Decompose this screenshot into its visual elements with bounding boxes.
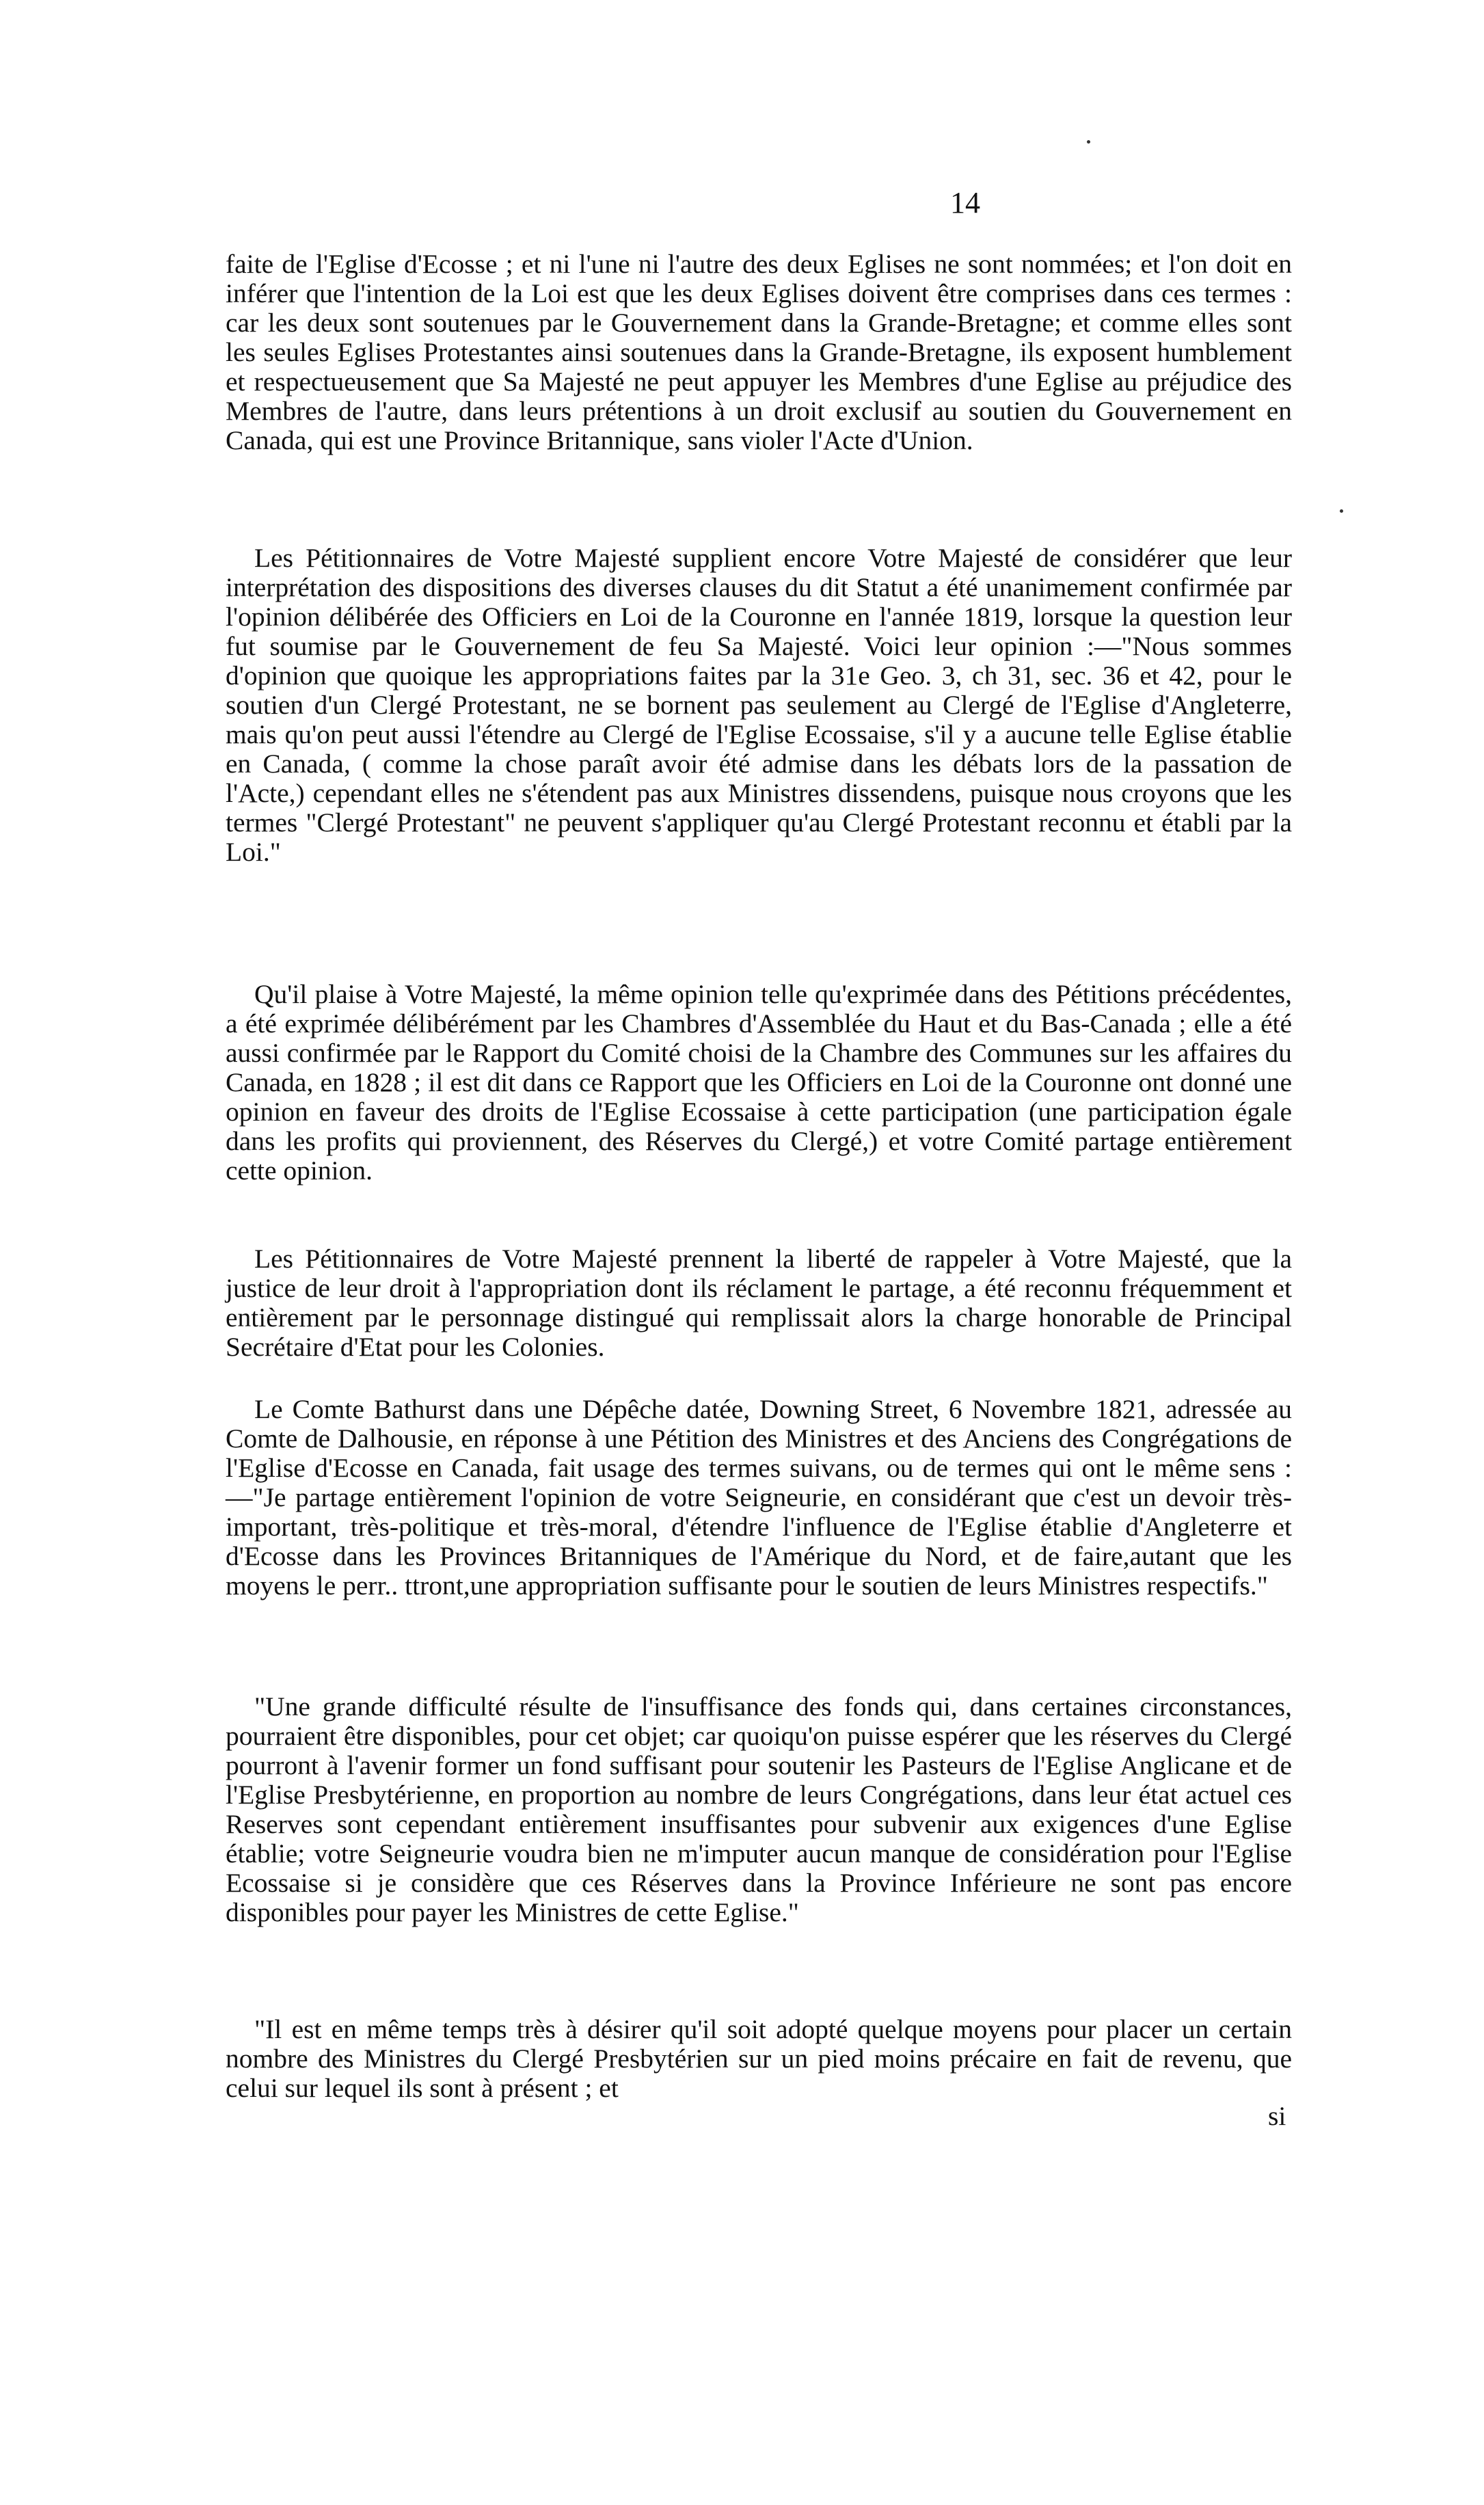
catchword: si [1268,2101,1286,2131]
page-number: 14 [950,186,980,219]
paragraph-6: "Une grande difficulté résulte de l'insuffisance des fonds qui, dans certaines circonstances, pourraient être disponibles, pour cet objet; car quoiqu'on puisse espérer que les réserves du Clergé pourront à l'avenir former un fond suffisant pour soutenir les Pasteurs de l'Eglise Anglicane et de l'Eglise Presbytérienne, en proportion au nombre de leurs Congrégations, dans leur état actuel ces Reserves sont cependant entièrement insuffisantes pour subvenir aux exigences d'une Eglise établie; votre Seigneurie voudra bien ne m'imputer aucun manque de considération pour l'Eglise Ecossaise si je considère que ces Réserves dans la Province Inférieure ne sont pas encore disponibles pour payer les Ministres de cette Eglise." [226,1691,1292,1927]
paragraph-1: faite de l'Eglise d'Ecosse ; et ni l'une ni l'autre des deux Eglises ne sont nommées; et l'on doit en inférer que l'intention de la Loi est que les deux Eglises doivent être comprises dans ces termes : car les deux sont soutenues par le Gouvernement dans la Grande-Bretagne; et comme elles sont les seules Eglises Protestantes ainsi soutenues dans la Grande-Bretagne, ils exposent humblement et respectueusement que Sa Majesté ne peut appuyer les Membres d'une Eglise au préjudice des Membres de l'autre, dans leurs prétentions à un droit exclusif au soutien du Gouvernement en Canada, qui est une Province Britannique, sans violer l'Acte d'Union. [226,249,1292,455]
paragraph-7: "Il est en même temps très à désirer qu'il soit adopté quelque moyens pour placer un certain nombre des Ministres du Clergé Presbytérien sur un pied moins précaire en fait de revenu, que celui sur lequel ils sont à présent ; et [226,2014,1292,2103]
paper-speck [1340,509,1343,513]
paper-speck [1087,140,1090,144]
paragraph-2: Les Pétitionnaires de Votre Majesté supplient encore Votre Majesté de considérer que leur interprétation des dispositions des diverses clauses du dit Statut a été unanimement confirmée par l'opinion délibérée des Officiers en Loi de la Couronne en l'année 1819, lorsque la question leur fut soumise par le Gouvernement de feu Sa Majesté. Voici leur opinion :—"Nous sommes d'opinion que quoique les appropriations faites par la 31e Geo. 3, ch 31, sec. 36 et 42, pour le soutien d'un Clergé Protestant, ne se bornent pas seulement au Clergé de l'Eglise d'Angleterre, mais qu'on peut aussi l'étendre au Clergé de l'Eglise Ecossaise, s'il y a aucune telle Eglise établie en Canada, ( comme la chose paraît avoir été admise dans les débats lors de la passation de l'Acte,) cependant elles ne s'étendent pas aux Ministres dissendens, puisque nous croyons que les termes "Clergé Protestant" ne peuvent s'appliquer qu'au Clergé Protestant reconnu et établi par la Loi." [226,543,1292,867]
paragraph-5: Le Comte Bathurst dans une Dépêche datée, Downing Street, 6 Novembre 1821, adressée au Comte de Dalhousie, en réponse à une Pétition des Ministres et des Anciens des Congrégations de l'Eglise d'Ecosse en Canada, fait usage des termes suivans, ou de termes qui ont le même sens :—"Je partage entièrement l'opinion de votre Seigneurie, en considérant que c'est un devoir très-important, très-politique et très-moral, d'étendre l'influence de l'Eglise établie d'Angleterre et d'Ecosse dans les Provinces Britanniques de l'Amérique du Nord, et de faire,autant que les moyens le perr.. ttront,une appropriation suffisante pour le soutien de leurs Ministres respectifs." [226,1394,1292,1600]
paragraph-3: Qu'il plaise à Votre Majesté, la même opinion telle qu'exprimée dans des Pétitions précédentes, a été exprimée délibérément par les Chambres d'Assemblée du Haut et du Bas-Canada ; elle a été aussi confirmée par le Rapport du Comité choisi de la Chambre des Communes sur les affaires du Canada, en 1828 ; il est dit dans ce Rapport que les Officiers en Loi de la Couronne ont donné une opinion en faveur des droits de l'Eglise Ecossaise à cette participation (une participation égale dans les profits qui proviennent, des Réserves du Clergé,) et votre Comité partage entièrement cette opinion. [226,979,1292,1185]
paragraph-4: Les Pétitionnaires de Votre Majesté prennent la liberté de rappeler à Votre Majesté, que la justice de leur droit à l'appropriation dont ils réclament le partage, a été reconnu fréquemment et entièrement par le personnage distingué qui remplissait alors la charge honorable de Principal Secrétaire d'Etat pour les Colonies. [226,1244,1292,1362]
